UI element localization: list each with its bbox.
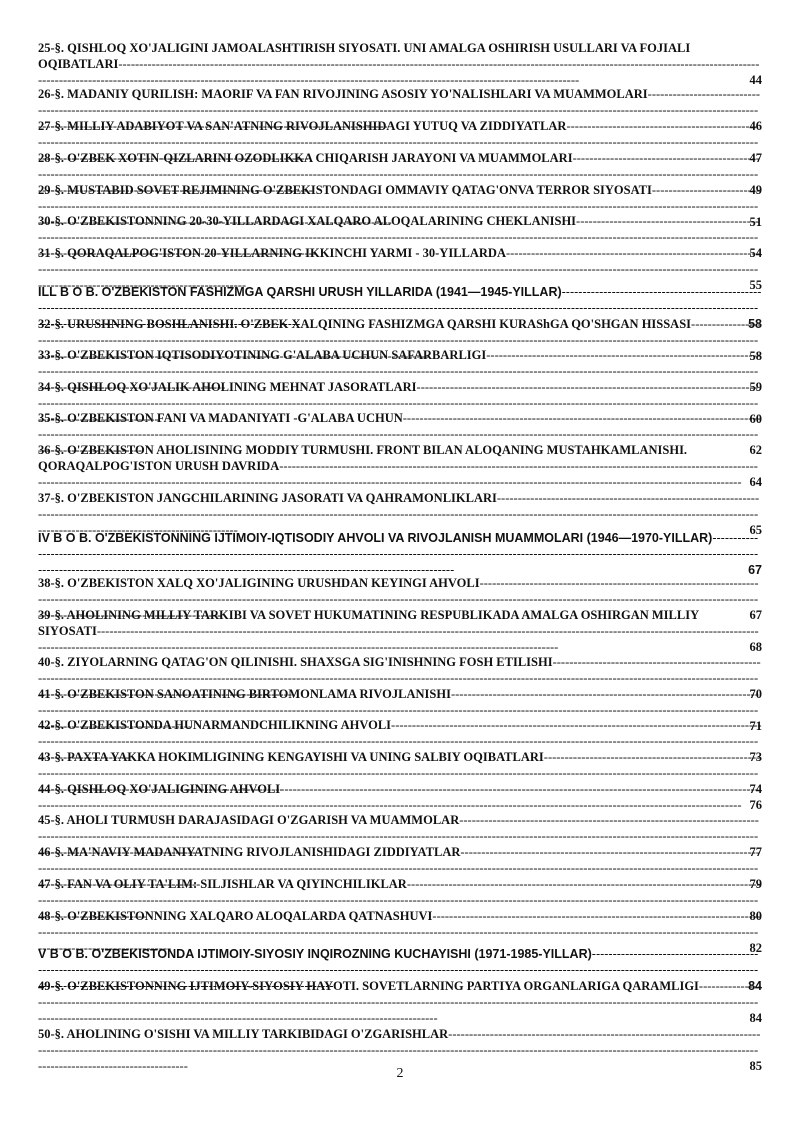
toc-entry-title: 42-§. O'ZBEKISTONDA HUNARMANDCHILIKNING AHVOLI -----: [38, 718, 762, 764]
toc-entry-title: V B O B. O'ZBEKISTONDA IJTIMOIY-SIYOSIY INQIROZNING KUCHAYISHI (1971-1985-YILLAR) -----: [38, 947, 758, 993]
toc-entry-page: 67: [749, 608, 762, 622]
toc-entry-title: 35-§. O'ZBEKISTON FANI VA MADANIYATI -G'ALABA UCHUN -----: [38, 411, 761, 457]
toc-entry-title: 32-§. URUSHNING BOSHLANISHI. O'ZBEK XALQINING FASHIZMGA QARSHI KURAShGA QO'SHGAN HISSASI -----: [38, 317, 762, 363]
toc-entry-page: 58: [748, 317, 762, 331]
toc-entry-title: 34-§. QISHLOQ XO'JALIK AHOLINING MEHNAT JASORATLARI -----: [38, 380, 758, 426]
toc-section-entry[interactable]: [38, 40, 762, 88]
toc-entry-title: 26-§. MADANIY QURILISH: MAORIF VA FAN RIVOJINING ASOSIY YO'NALISHLARI VA MUAMMOLARI -----: [38, 87, 760, 133]
toc-entry-page: 77: [749, 845, 762, 859]
toc-entry-page: 59: [749, 380, 762, 394]
toc-entry-title: 44-§. QISHLOQ XO'JALIGINING AHVOLI -----: [38, 782, 759, 812]
toc-entry-page: 64: [749, 475, 762, 489]
toc-entry-title: 48-§. O'ZBEKISTONNING XALQARO ALOQALARDA QATNASHUVI -----: [38, 909, 761, 955]
toc-entry-page: 58: [749, 349, 762, 363]
toc-entry-page: 68: [749, 640, 762, 654]
toc-entry-title: 47-§. FAN VA OLIY TA'LIM: SILJISHLAR VA QIYINCHILIKLAR -----: [38, 877, 761, 923]
toc-entry-title: 46-§. MA'NAVIY MADANIYATNING RIVOJLANISHIDAGI ZIDDIYATLAR -----: [38, 845, 760, 891]
toc-entry-title: 49-§. O'ZBEKISTONNING IJTIMOIY-SIYOSIY HAYOTI. SOVETLARNING PARTIYA ORGANLARIGA QARAMLIGI -----: [38, 979, 761, 1025]
toc-entry-title: 38-§. O'ZBEKISTON XALQ XO'JALIGINING URUSHDAN KEYINGI AHVOLI -----: [38, 576, 759, 622]
toc-section-entry[interactable]: [38, 607, 762, 655]
toc-entry-title: 37-§. O'ZBEKISTON JANGCHILARINING JASORATI VA QAHRAMONLIKLARI -----: [38, 491, 759, 537]
toc-entry-page: 62: [749, 443, 762, 457]
toc-entry-page: 54: [749, 246, 762, 260]
toc-entry-page: 67: [748, 563, 762, 577]
toc-entry-page: 51: [749, 215, 762, 229]
toc-section-entry[interactable]: [38, 442, 762, 490]
toc-section-entry[interactable]: [38, 978, 762, 1026]
toc-entry-page: 84: [749, 1011, 762, 1025]
toc-entry-title: IV B O B. O'ZBEKISTONNING IJTIMOIY-IQTISODIY AHVOLI VA RIVOJLANISH MUAMMOLARI (1946—1970-YILLAR) -----: [38, 531, 758, 577]
toc-entry-title: 45-§. AHOLI TURMUSH DARAJASIDAGI O'ZGARISH VA MUAMMOLAR -----: [38, 813, 759, 859]
toc-entry-title: 30-§. O'ZBEKISTONNING 20-30-YILLARDAGI XALQARO ALOQALARINING CHEKLANISHI -----: [38, 214, 759, 260]
toc-entry-title: 43-§. PAXTA YAKKA HOKIMLIGINING KENGAYISHI VA UNING SALBIY OQIBATLARI -----: [38, 750, 760, 796]
toc-section-entry[interactable]: [38, 781, 762, 813]
toc-entry-page: 79: [749, 877, 762, 891]
toc-entry-title: 25-§. QISHLOQ XO'JALIGINI JAMOALASHTIRISH SIYOSATI. UNI AMALGA OSHIRISH USULLARI VA FOJIALI OQIBATLARI -----: [38, 41, 759, 87]
toc-entry-title: ILL B O B. O'ZBEKISTON FASHIZMGA QARSHI URUSH YILLARIDA (1941—1945-YILLAR) -----: [38, 285, 761, 331]
toc-entry-page: 44: [749, 73, 762, 87]
toc-entry-page: 84: [748, 979, 762, 993]
toc-entry-page: 70: [749, 687, 762, 701]
toc-entry-title: 41-§. O'ZBEKISTON SANOATINING BIRTOMONLAMA RIVOJLANISHI -----: [38, 687, 759, 733]
toc-entry-title: 29-§. MUSTABID SOVET REJIMINING O'ZBEKISTONDAGI OMMAVIY QATAG'ONVA TERROR SIYOSATI -----: [38, 183, 760, 229]
toc-entry-page: 71: [749, 719, 762, 733]
page-number: 2: [396, 1066, 404, 1081]
toc-entry-page: 55: [749, 278, 762, 292]
toc-entry-page: 46: [749, 119, 762, 133]
toc-entry-title: 40-§. ZIYOLARNING QATAG'ON QILINISHI. SHAXSGA SIG'INISHNING FOSH ETILISHI -----: [38, 655, 761, 701]
toc-entry-title: 28-§. O'ZBEK XOTIN-QIZLARINI OZODLIKKA CHIQARISH JARAYONI VA MUAMMOLARI -----: [38, 151, 760, 197]
toc-entry-title: 36-§. O'ZBEKISTON AHOLISINING MODDIY TURMUSHI. FRONT BILAN ALOQANING MUSTAHKAMLANISHI. QORAQALPOG'ISTON URUSH DAVRIDA -----: [38, 443, 758, 489]
toc-entry-title: 33-§. O'ZBEKISTON IQTISODIYOTINING G'ALABA UCHUN SAFARBARLIGI -----: [38, 348, 761, 394]
toc-entry-page: 85: [749, 1059, 762, 1073]
toc-entry-page: 80: [749, 909, 762, 923]
toc-entry-page: 76: [749, 798, 762, 812]
toc-entry-title: 50-§. AHOLINING O'SISHI VA MILLIY TARKIBIDAGI O'ZGARISHLAR -----: [38, 1027, 760, 1073]
toc-entry-title: 39-§. AHOLINING MILLIY TARKIBI VA SOVET HUKUMATINING RESPUBLIKADA AMALGA OSHIRGAN MILLIY SIYOSATI -----: [38, 608, 759, 654]
toc-entry-page: 74: [749, 782, 762, 796]
toc-entry-page: 49: [749, 183, 762, 197]
toc-entry-page: 65: [749, 523, 762, 537]
toc-entry-page: 73: [749, 750, 762, 764]
toc-entry-title: 27-§. MILLIY ADABIYOT VA SAN'ATNING RIVOJLANISHIDAGI YUTUQ VA ZIDDIYATLAR -----: [38, 119, 758, 165]
toc-entry-page: 82: [749, 941, 762, 955]
toc-entry-page: 60: [749, 412, 762, 426]
toc-entry-title: 31-§. QORAQALPOG'ISTON 20-YILLARNING IKKINCHI YARMI - 30-YILLARDA -----: [38, 246, 760, 292]
toc-chapter-entry[interactable]: [38, 530, 762, 578]
toc-entry-page: 47: [749, 151, 762, 165]
